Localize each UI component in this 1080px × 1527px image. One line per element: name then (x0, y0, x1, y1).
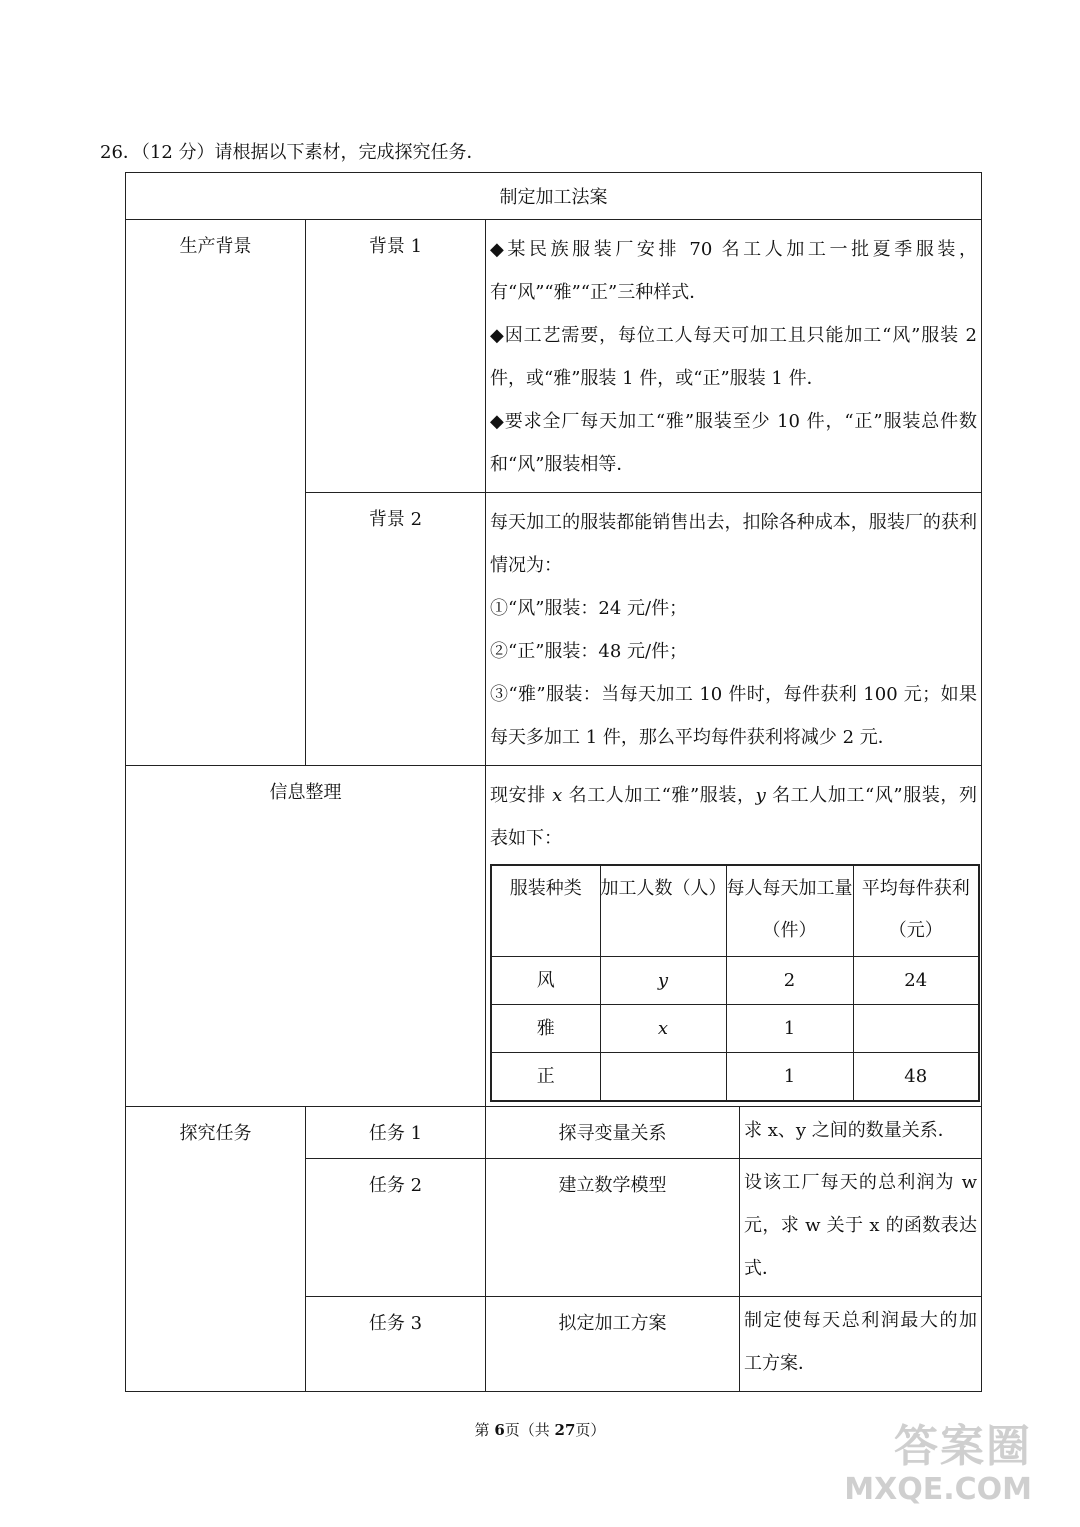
info-intro-a: 现安排 (490, 785, 546, 806)
bg2-label: 背景 2 (306, 493, 486, 766)
cell-workers: y (600, 957, 726, 1005)
watermark-line1: 答案圈 (894, 1421, 1032, 1472)
table-title: 制定加工法案 (126, 173, 982, 220)
task2-desc: 设该工厂每天的总利润为 w 元，求 w 关于 x 的函数表达式． (740, 1159, 982, 1297)
inner-header-output: 每人每天加工量（件） (726, 865, 853, 957)
task1-name: 探寻变量关系 (486, 1107, 740, 1159)
bg2-para-1: 每天加工的服装都能销售出去，扣除各种成本，服装厂的获利情况为： (490, 512, 977, 576)
bg1-content (486, 220, 982, 493)
section-info-label: 信息整理 (126, 766, 486, 1107)
bg1-para-1: ◆某民族服装厂安排 70 名工人加工一批夏季服装，有“风”“雅”“正”三种样式． (490, 239, 977, 303)
task3-desc: 制定使每天总利润最大的加工方案． (740, 1297, 982, 1392)
bg1-para-3: ◆要求全厂每天加工“雅”服装至少 10 件，“正”服装总件数和“风”服装相等． (490, 411, 977, 475)
task1-label: 任务 1 (306, 1107, 486, 1159)
cell-type: 风 (491, 957, 600, 1005)
question-heading (100, 138, 485, 164)
cell-profit: 48 (853, 1053, 979, 1102)
task2-name: 建立数学模型 (486, 1159, 740, 1297)
footer-middle: 页（共 (504, 1421, 555, 1439)
bg1-label: 背景 1 (306, 220, 486, 493)
bg2-content (486, 493, 982, 766)
watermark-line2: MXQE.COM (844, 1472, 1032, 1507)
footer-suffix: 页） (575, 1421, 606, 1439)
watermark-logo (844, 1410, 1032, 1510)
info-content (486, 766, 982, 1107)
bg2-para-3: ②“正”服装：48 元/件； (490, 641, 688, 662)
section-production-label: 生产背景 (126, 220, 306, 766)
cell-profit (853, 1005, 979, 1053)
task3-name: 拟定加工方案 (486, 1297, 740, 1392)
cell-workers: x (600, 1005, 726, 1053)
footer-total: 27 (554, 1421, 576, 1439)
materials-table (125, 172, 982, 1392)
question-text: （12 分）请根据以下素材，完成探究任务． (140, 142, 485, 163)
var-y: y (755, 785, 766, 806)
info-intro-c: 名工人加工“风”服装，列表如下： (490, 785, 978, 849)
bg1-para-2: ◆因工艺需要，每位工人每天可加工且只能加工“风”服装 2 件，或“雅”服装 1 件，或“正”服装 1 件． (490, 325, 977, 389)
inner-header-workers: 加工人数（人） (600, 865, 726, 957)
table-row (491, 1053, 979, 1102)
footer-page: 6 (494, 1421, 505, 1439)
var-x: x (552, 785, 563, 806)
inner-header-type: 服装种类 (491, 865, 600, 957)
cell-output: 1 (726, 1053, 853, 1102)
table-row (491, 1005, 979, 1053)
task2-label: 任务 2 (306, 1159, 486, 1297)
bg2-para-2: ①“风”服装：24 元/件； (490, 598, 688, 619)
cell-workers (600, 1053, 726, 1102)
info-inner-table (490, 864, 980, 1102)
cell-output: 1 (726, 1005, 853, 1053)
cell-output: 2 (726, 957, 853, 1005)
cell-type: 正 (491, 1053, 600, 1102)
info-intro-b: 名工人加工“雅”服装， (568, 785, 756, 806)
inner-header-profit: 平均每件获利（元） (853, 865, 979, 957)
info-intro (486, 774, 981, 860)
cell-type: 雅 (491, 1005, 600, 1053)
task1-desc: 求 x、y 之间的数量关系． (740, 1107, 982, 1159)
table-row (491, 957, 979, 1005)
cell-profit: 24 (853, 957, 979, 1005)
question-number: 26． (100, 142, 141, 163)
bg2-para-4: ③“雅”服装：当每天加工 10 件时，每件获利 100 元；如果每天多加工 1 件，那么平均每件获利将减少 2 元． (490, 684, 977, 748)
task3-label: 任务 3 (306, 1297, 486, 1392)
section-tasks-label: 探究任务 (126, 1107, 306, 1392)
footer-prefix: 第 (474, 1421, 495, 1439)
